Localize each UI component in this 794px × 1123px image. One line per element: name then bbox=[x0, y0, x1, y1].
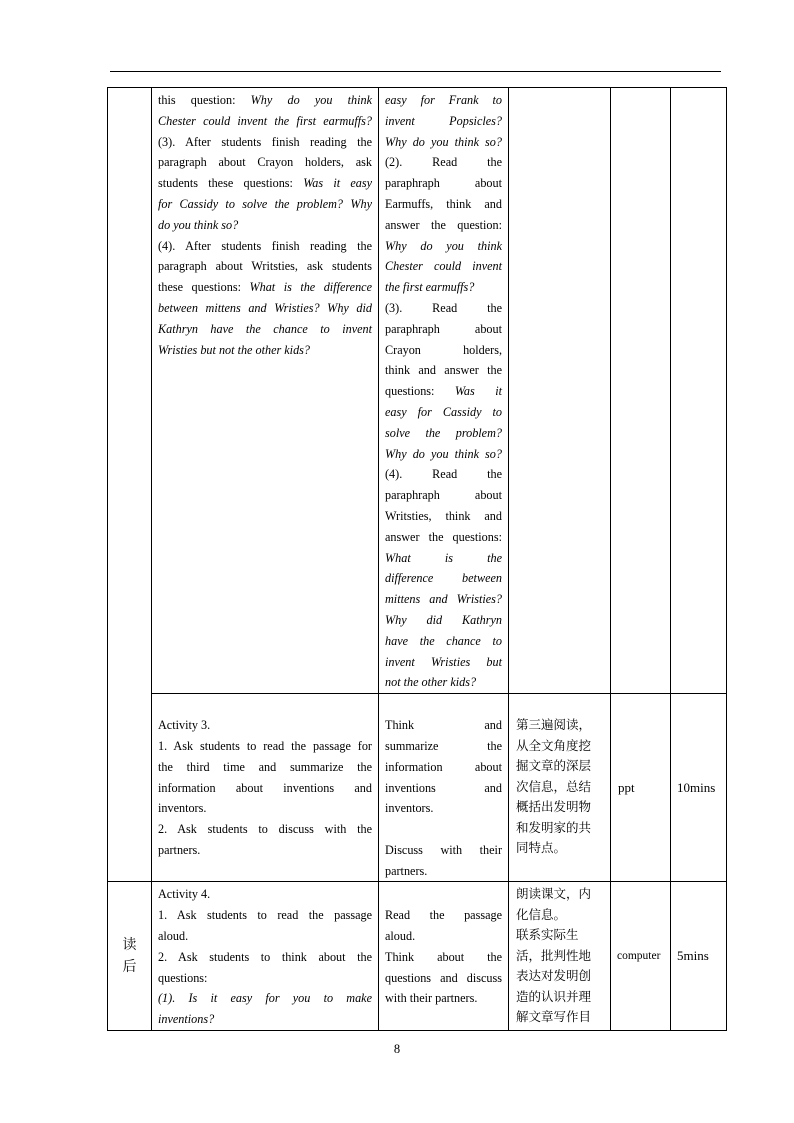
student-activity-cell bbox=[379, 882, 509, 1031]
text-line: invent Wristies but bbox=[385, 654, 502, 669]
text-line: inventions and bbox=[385, 780, 502, 795]
text-line: 解文章写作目 bbox=[516, 1009, 592, 1025]
text-line: paraphraph about bbox=[385, 176, 502, 191]
text-line: easy for Cassidy to bbox=[385, 404, 502, 419]
text-line: not the other kids? bbox=[385, 675, 477, 690]
text-line: 化信息。 bbox=[516, 906, 567, 922]
text-line: Kathryn have the chance to invent bbox=[158, 321, 372, 336]
text-line: the third time and summarize the bbox=[158, 759, 372, 774]
text-line: (3). After students finish reading the bbox=[158, 134, 372, 149]
teaching-aid: computer bbox=[617, 950, 661, 963]
text-line: Read the passage bbox=[385, 908, 502, 923]
text-line: 从全文角度挖 bbox=[516, 737, 592, 753]
text-line: questions: Was it bbox=[385, 384, 502, 399]
text-line: (4). After students finish reading the bbox=[158, 238, 372, 253]
text-line: 2. Ask students to discuss with the bbox=[158, 822, 372, 837]
text-line: Think about the bbox=[385, 949, 502, 964]
text-line: think and answer the bbox=[385, 363, 502, 378]
purpose-cell bbox=[509, 694, 611, 882]
text-line: these questions: What is the difference bbox=[158, 280, 372, 295]
stage-cell bbox=[108, 882, 152, 1031]
text-line: 和发明家的共 bbox=[516, 819, 592, 835]
text-line: students these questions: Was it easy bbox=[158, 176, 372, 191]
text-line: partners. bbox=[385, 863, 428, 878]
aid-cell bbox=[611, 88, 671, 694]
text-line: paragraph about Crayon holders, ask bbox=[158, 155, 372, 170]
duration: 10mins bbox=[677, 779, 716, 795]
text-line: answer the question: bbox=[385, 217, 502, 232]
header-rule bbox=[110, 71, 721, 72]
text-line: solve the problem? bbox=[385, 425, 502, 440]
text-line: inventors. bbox=[385, 801, 434, 816]
teacher-activity-cell bbox=[152, 882, 379, 1031]
purpose-cell bbox=[509, 882, 611, 1031]
student-activity-cell bbox=[379, 88, 509, 694]
teacher-activity-cell bbox=[152, 694, 379, 882]
purpose-cell bbox=[509, 88, 611, 694]
text-line: answer the questions: bbox=[385, 529, 502, 544]
text-line: difference between bbox=[385, 571, 502, 586]
time-cell bbox=[671, 882, 727, 1031]
text-line: information about inventions and bbox=[158, 780, 372, 795]
text-line: 表达对发明创 bbox=[516, 968, 592, 984]
text-line: Why do you think so? bbox=[385, 446, 502, 461]
text-line: 第三遍阅读， bbox=[516, 717, 592, 733]
text-line: paragraph about Writsties, ask students bbox=[158, 259, 372, 274]
text-line: 掘文章的深层 bbox=[516, 758, 592, 774]
text-line: 次信息，总结 bbox=[516, 778, 592, 794]
aid-cell bbox=[611, 694, 671, 882]
text-line: 活，批判性地 bbox=[516, 947, 592, 963]
stage-cell bbox=[108, 88, 152, 882]
text-line: for Cassidy to solve the problem? Why bbox=[158, 196, 372, 211]
text-line: 概括出发明物 bbox=[516, 799, 592, 815]
text-line: questions and discuss bbox=[385, 970, 502, 985]
text-line: paraphraph about bbox=[385, 321, 502, 336]
aid-cell bbox=[611, 882, 671, 1031]
teacher-activity-cell bbox=[152, 88, 379, 694]
text-line: Wristies but not the other kids? bbox=[158, 342, 310, 357]
text-line: 朗读课文，内 bbox=[516, 886, 592, 902]
text-line: 同特点。 bbox=[516, 840, 567, 856]
time-cell bbox=[671, 88, 727, 694]
text-line: 造的认识并理 bbox=[516, 988, 592, 1004]
activity-title: Activity 4. bbox=[158, 887, 211, 902]
text-line: Earmuffs, think and bbox=[385, 196, 502, 211]
duration: 5mins bbox=[677, 948, 709, 964]
teaching-aid: ppt bbox=[618, 779, 635, 795]
time-cell bbox=[671, 694, 727, 882]
text-line: inventions? bbox=[158, 1012, 215, 1027]
text-line: (3). Read the bbox=[385, 300, 502, 315]
text-line: Chester could invent bbox=[385, 259, 502, 274]
stage-label: 后 bbox=[122, 959, 137, 976]
text-line: partners. bbox=[158, 842, 201, 857]
text-line: 2. Ask students to think about the bbox=[158, 949, 372, 964]
activity-title: Activity 3. bbox=[158, 718, 211, 733]
stage-label: 读 bbox=[122, 937, 137, 954]
text-line: have the chance to bbox=[385, 633, 502, 648]
lesson-plan-table bbox=[107, 87, 727, 1031]
text-line: (4). Read the bbox=[385, 467, 502, 482]
text-line: (1). Is it easy for you to make bbox=[158, 991, 372, 1006]
page-number: 8 bbox=[393, 1042, 401, 1056]
text-line: Discuss with their bbox=[385, 842, 502, 857]
text-line: paraphraph about bbox=[385, 488, 502, 503]
text-line: aloud. bbox=[385, 929, 416, 944]
text-line: Crayon holders, bbox=[385, 342, 502, 357]
text-line: aloud. bbox=[158, 929, 189, 944]
text-line: 1. Ask students to read the passage for bbox=[158, 738, 372, 753]
text-line: easy for Frank to bbox=[385, 93, 502, 107]
text-line: Think and bbox=[385, 718, 502, 733]
student-activity-cell bbox=[379, 694, 509, 882]
table-row-activity3 bbox=[108, 694, 727, 882]
text-line: Why do you think bbox=[385, 238, 502, 253]
text-line: summarize the bbox=[385, 738, 502, 753]
text-line: do you think so? bbox=[158, 217, 239, 232]
text-line: Why do you think so? bbox=[385, 134, 502, 149]
text-line: this question: Why do you think bbox=[158, 93, 372, 107]
text-line: Chester could invent the first earmuffs? bbox=[158, 113, 372, 128]
text-line: (2). Read the bbox=[385, 155, 502, 170]
text-line: invent Popsicles? bbox=[385, 113, 502, 128]
text-line: the first earmuffs? bbox=[385, 280, 475, 295]
text-line: Writsties, think and bbox=[385, 508, 502, 523]
table-row-activity2-continued bbox=[108, 88, 727, 694]
text-line: 1. Ask students to read the passage bbox=[158, 908, 372, 923]
table-row-activity4 bbox=[108, 882, 727, 1031]
text-line: questions: bbox=[158, 970, 208, 985]
text-line: mittens and Wristies? bbox=[385, 592, 502, 607]
text-line: inventors. bbox=[158, 801, 207, 816]
text-line: What is the bbox=[385, 550, 502, 565]
text-line: Why did Kathryn bbox=[385, 612, 502, 627]
text-line: information about bbox=[385, 759, 502, 774]
text-line: between mittens and Wristies? Why did bbox=[158, 300, 372, 315]
text-line: 联系实际生 bbox=[516, 927, 579, 943]
text-line: with their partners. bbox=[385, 991, 478, 1006]
